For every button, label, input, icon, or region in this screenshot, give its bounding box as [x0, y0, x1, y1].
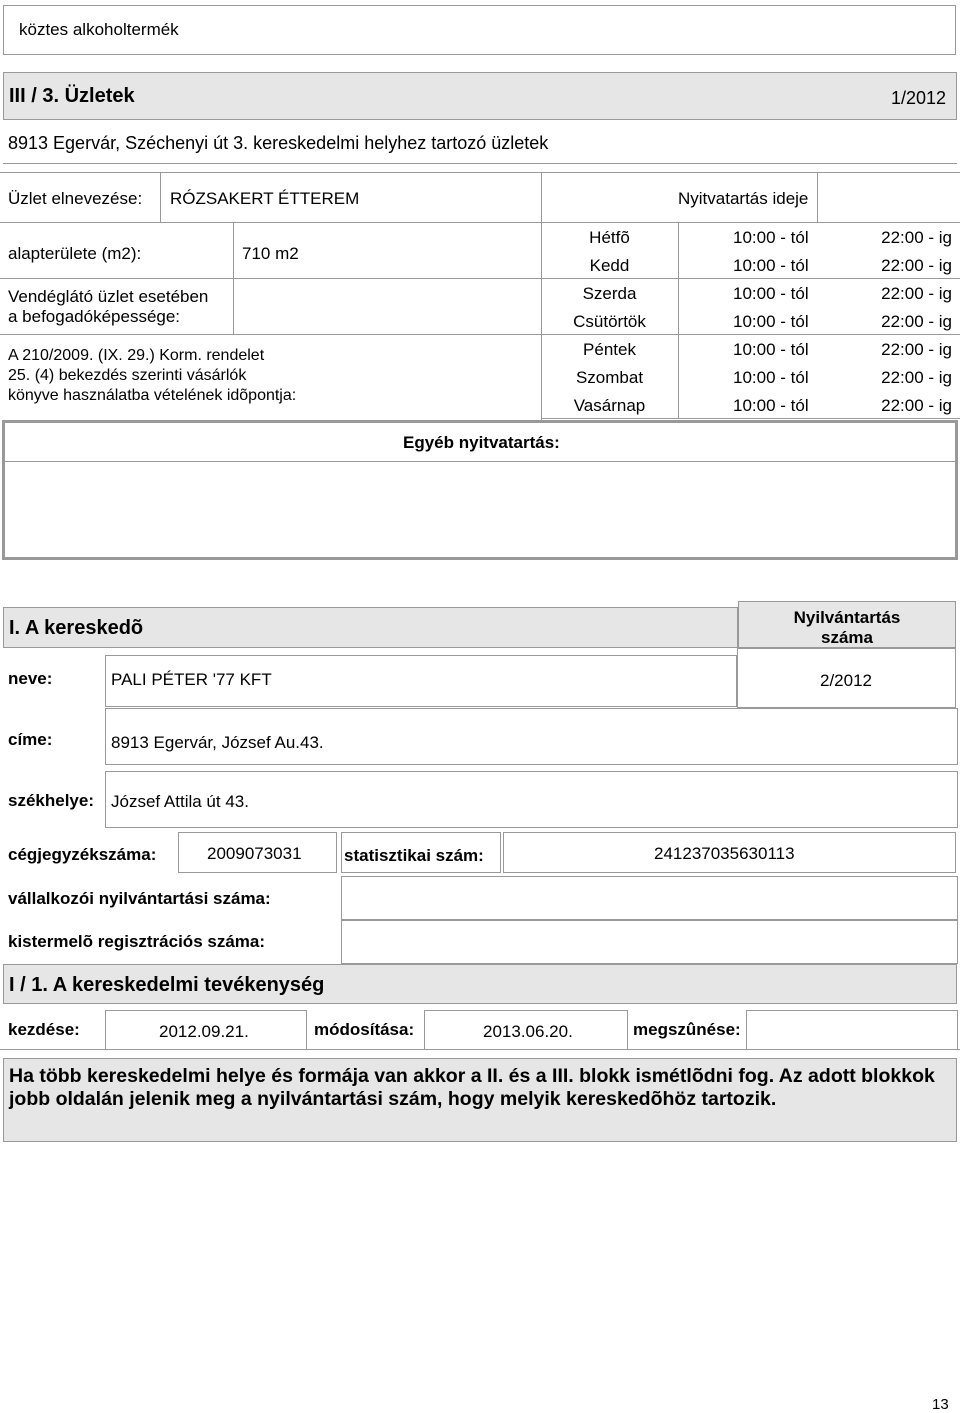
capacity-label-2: a befogadóképessége:: [8, 307, 181, 326]
day-from: 10:00 - tól: [733, 340, 809, 359]
farmer-box: [341, 920, 958, 964]
stat-label: statisztikai szám:: [344, 846, 484, 865]
section-header: [3, 72, 957, 120]
day-to: 22:00 - ig: [881, 368, 952, 387]
start-box: [105, 1010, 307, 1050]
trader-address-value: 8913 Egervár, József Au.43.: [111, 733, 324, 752]
modified-label: módosítása:: [314, 1020, 415, 1039]
day-label: Hétfõ: [589, 228, 630, 247]
decree-line-3: könyve használatba vételének idõpontja:: [8, 387, 297, 404]
activity-title: I / 1. A kereskedelmi tevékenység: [9, 974, 325, 996]
day-label: Vasárnap: [573, 396, 646, 415]
reg-header-2: száma: [821, 628, 873, 647]
day-to: 22:00 - ig: [881, 396, 952, 415]
day-label: Kedd: [589, 256, 630, 275]
trader-address-box: [105, 708, 958, 765]
reg-number-value: 2/2012: [820, 671, 872, 690]
doc-number: 1/2012: [890, 88, 946, 108]
start-label: kezdése:: [8, 1020, 80, 1039]
day-to: 22:00 - ig: [881, 284, 952, 303]
area-label: alapterülete (m2):: [8, 244, 142, 263]
shop-name-label: Üzlet elnevezése:: [8, 189, 143, 208]
company-reg-box: [178, 832, 337, 873]
trader-seat-label: székhelye:: [8, 791, 94, 810]
trader-name-box: [105, 655, 737, 707]
top-label: köztes alkoholtermék: [19, 20, 179, 39]
reg-header-1: Nyilvántartás: [793, 608, 901, 627]
stat-value: 241237035630113: [654, 844, 795, 863]
trader-seat-value: József Attila út 43.: [111, 792, 249, 811]
trader-title: I. A kereskedõ: [9, 617, 144, 639]
shop-name-value: RÓZSAKERT ÉTTEREM: [170, 189, 360, 208]
area-value: 710 m2: [242, 244, 299, 263]
day-from: 10:00 - tól: [733, 368, 809, 387]
day-from: 10:00 - tól: [733, 284, 809, 303]
day-to: 22:00 - ig: [881, 312, 952, 331]
day-label: Szerda: [582, 284, 637, 303]
reg-number-box: [737, 648, 956, 708]
note-box: [3, 1058, 957, 1142]
note-text: Ha több kereskedelmi helye és formája van akkor a II. és a III. blokk ismétlõdni fog. Az adott blokkok jobb oldalán jelenik meg a nyilvántartási szám, hogy melyik kereskedõhöz tartozik.: [9, 1065, 935, 1110]
day-from: 10:00 - tól: [733, 228, 809, 247]
day-to: 22:00 - ig: [881, 256, 952, 275]
day-to: 22:00 - ig: [881, 228, 952, 247]
start-value: 2012.09.21.: [159, 1022, 249, 1041]
opening-table: [541, 222, 960, 420]
other-opening-box: [2, 420, 958, 560]
capacity-label-1: Vendéglátó üzlet esetében: [8, 287, 209, 306]
section-title: III / 3. Üzletek: [9, 85, 135, 107]
opening-header: Nyitvatartás ideje: [678, 189, 809, 208]
entrepreneur-box: [341, 876, 958, 920]
stat-value-box: [503, 832, 956, 873]
company-reg-value: 2009073031: [207, 844, 302, 863]
reg-number-header: [738, 601, 956, 648]
other-opening-label: Egyéb nyitvatartás:: [403, 433, 560, 452]
decree-line-2: 25. (4) bekezdés szerinti vásárlók: [8, 367, 247, 384]
trader-name-value: PALI PÉTER '77 KFT: [111, 670, 272, 689]
address-line: 8913 Egervár, Széchenyi út 3. kereskedelmi helyhez tartozó üzletek: [8, 133, 549, 153]
day-label: Péntek: [583, 340, 636, 359]
day-label: Csütörtök: [573, 312, 646, 331]
decree-line-1: A 210/2009. (IX. 29.) Korm. rendelet: [8, 347, 265, 364]
trader-name-label: neve:: [8, 669, 53, 688]
trader-address-label: címe:: [8, 730, 53, 749]
end-box: [746, 1010, 958, 1050]
top-label-box: [3, 5, 956, 55]
modified-box: [424, 1010, 628, 1050]
day-to: 22:00 - ig: [881, 340, 952, 359]
day-from: 10:00 - tól: [733, 312, 809, 331]
modified-value: 2013.06.20.: [483, 1022, 573, 1041]
day-from: 10:00 - tól: [733, 396, 809, 415]
day-from: 10:00 - tól: [733, 256, 809, 275]
stat-label-box: [341, 832, 501, 873]
entrepreneur-label: vállalkozói nyilvántartási száma:: [8, 889, 271, 908]
farmer-label: kistermelõ regisztrációs száma:: [8, 932, 266, 951]
trader-header: [3, 607, 738, 648]
activity-header: [3, 964, 957, 1004]
company-reg-label: cégjegyzékszáma:: [8, 845, 157, 864]
end-label: megszûnése:: [633, 1020, 741, 1039]
day-label: Szombat: [575, 368, 644, 387]
address-line-box: [3, 120, 957, 164]
page-number: 13: [932, 1396, 949, 1413]
trader-seat-box: [105, 771, 958, 828]
